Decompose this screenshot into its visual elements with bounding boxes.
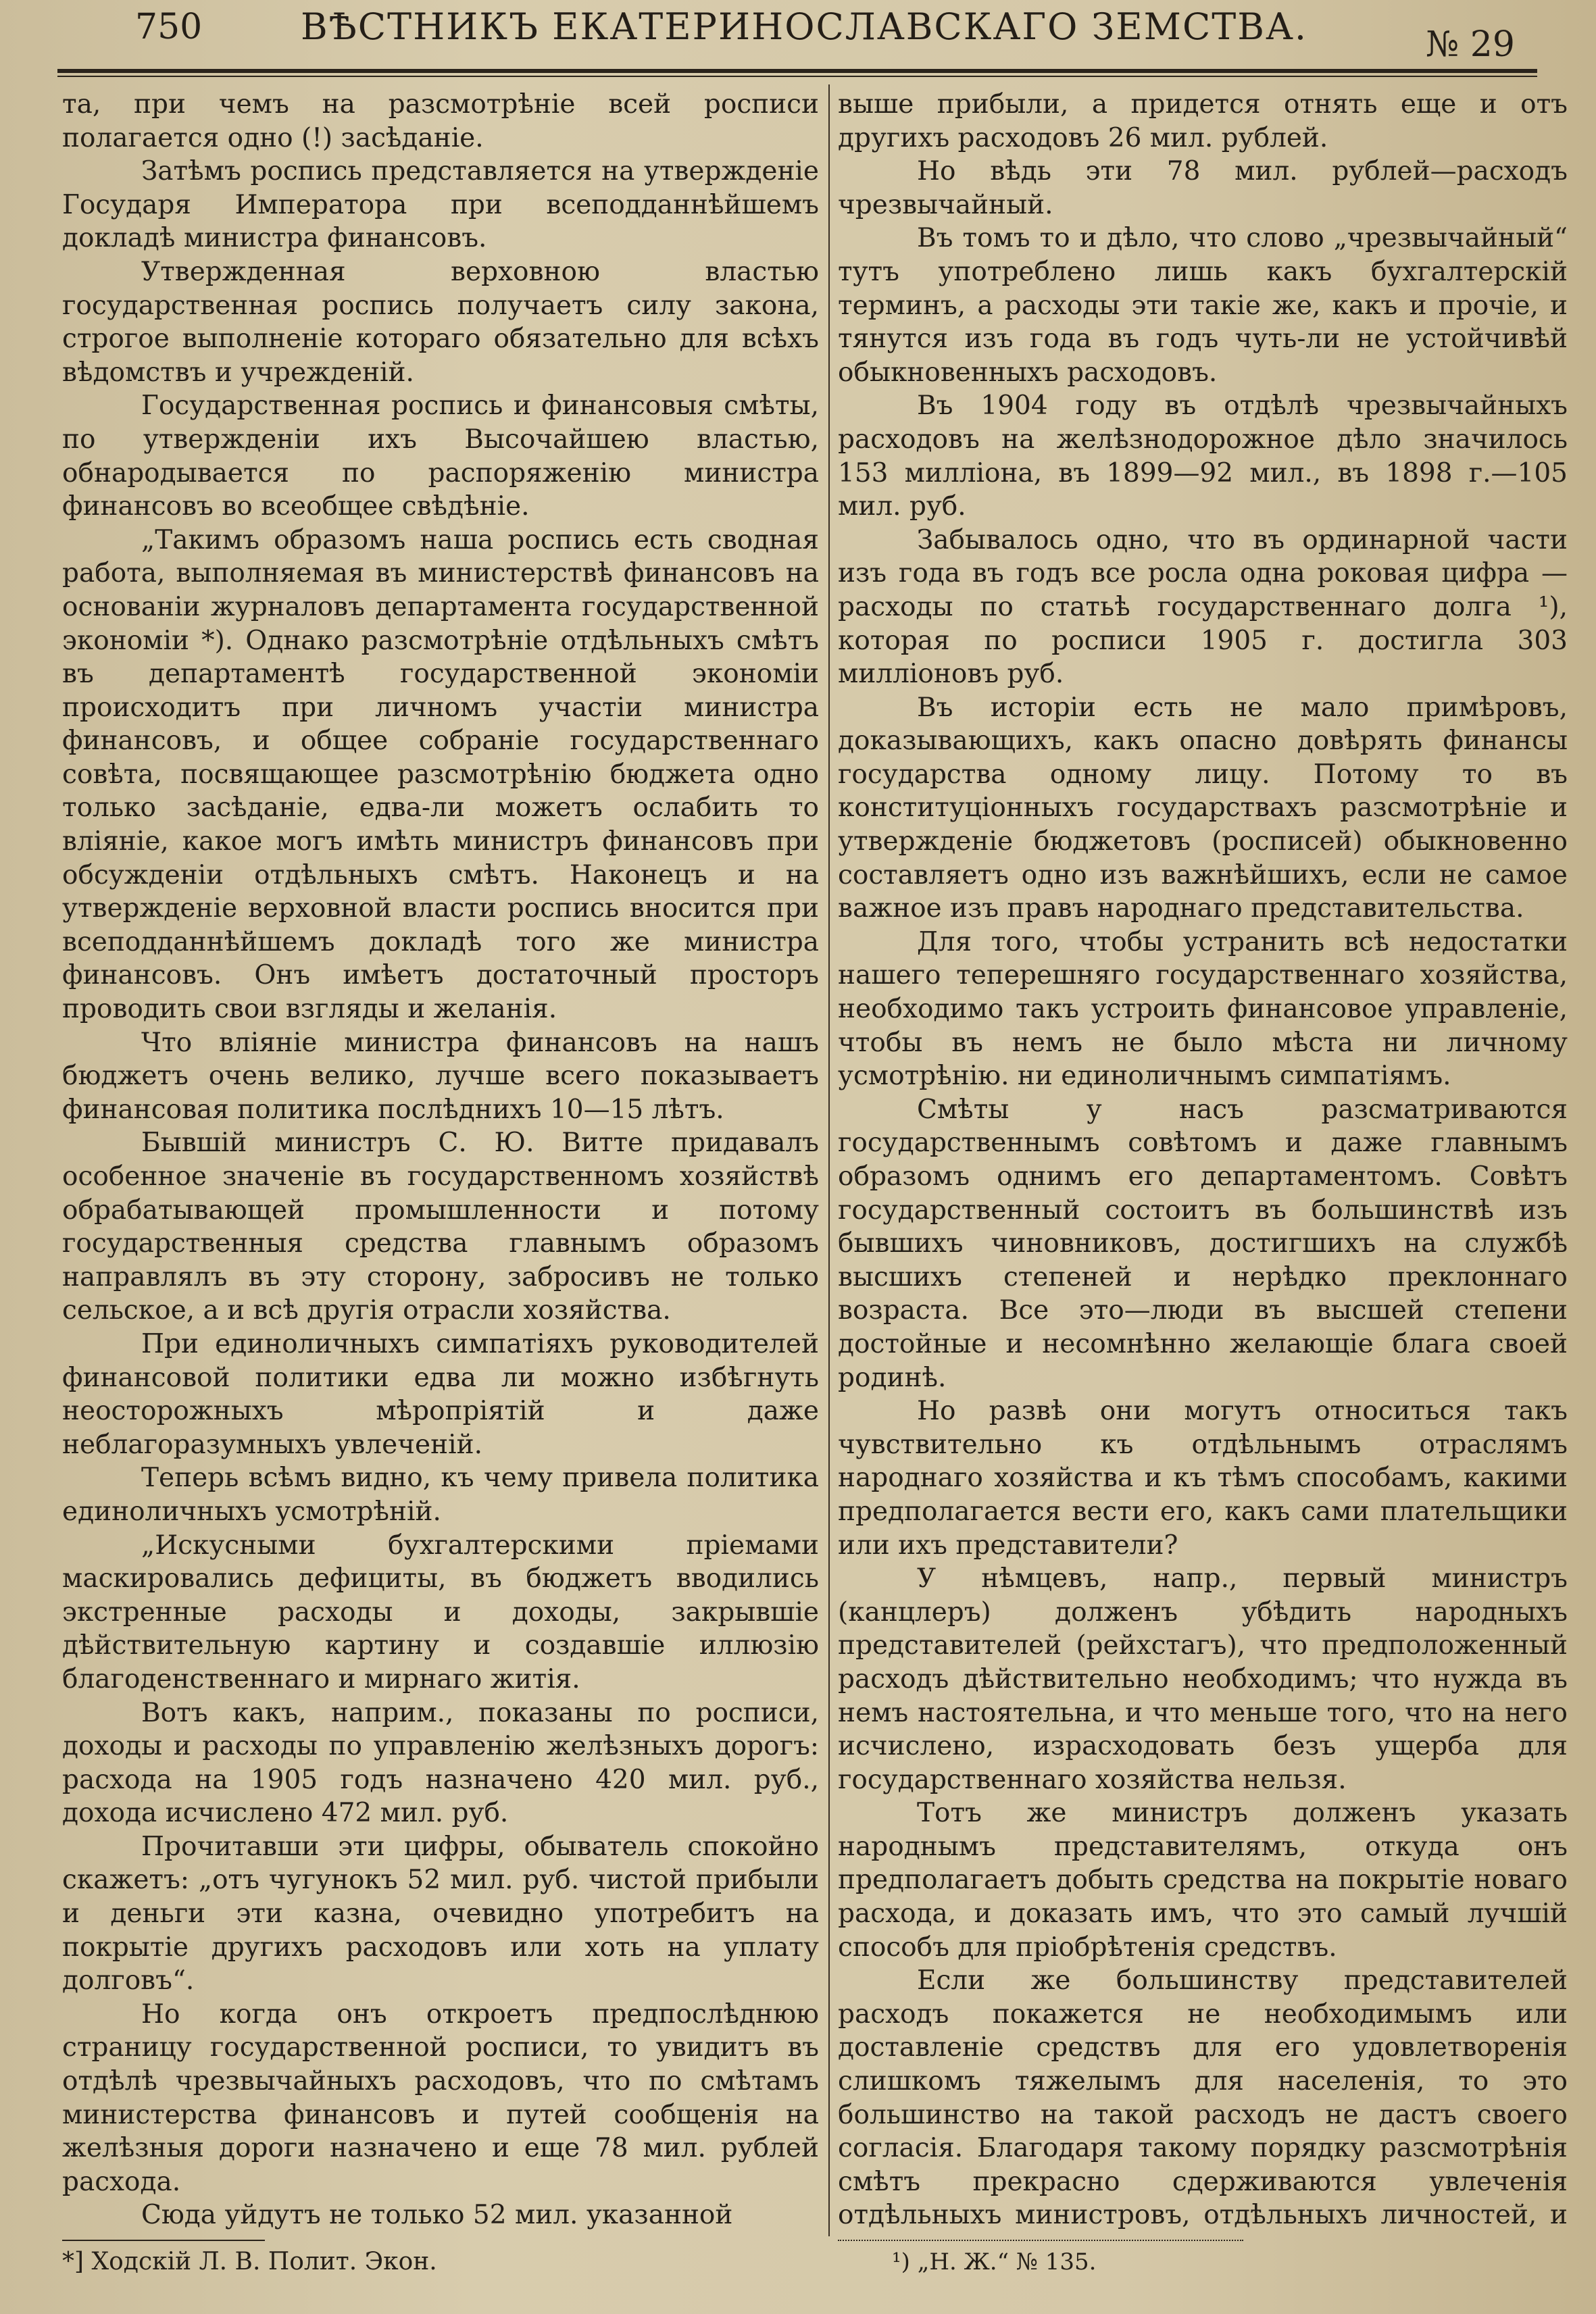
paragraph: выше прибыли, а придется отнять еще и отъ другихъ расходовъ 26 мил. рублей.	[838, 89, 1568, 153]
paragraph: Сюда уйдутъ не только 52 мил. указанной	[141, 2200, 733, 2231]
page-header	[61, 3, 1547, 65]
paragraph: Вотъ какъ, наприм., показаны по росписи, доходы и расходы по управленію желѣзныхъ дорогъ: расхода на 1905 годъ назначено 420 мил. руб., дохода исчислено 472 мил. руб.	[62, 1697, 819, 1829]
footnote-text: ¹) „Н. Ж.“ № 135.	[892, 2248, 1097, 2275]
paragraph: Прочитавши эти цифры, обыватель спокойно скажетъ: „отъ чугунокъ 52 мил. руб. чистой прибыли и деньги эти казна, очевидно употребитъ на покрытіе другихъ расходовъ или хоть на уплату долговъ“.	[62, 1831, 819, 1996]
footnote-left	[62, 2240, 819, 2278]
footnote-text: *] Ходскій Л. В. Полит. Экон.	[62, 2248, 437, 2275]
issue-number: № 29	[1426, 24, 1515, 65]
paragraph: Забывалось одно, что въ ординарной части изъ года въ годъ все росла одна роковая цифра —расходы по статьѣ государственнаго долга ¹), которая по росписи 1905 г. достигла 303 милліоновъ руб.	[838, 524, 1568, 690]
paragraph: Теперь всѣмъ видно, къ чему привела политика единоличныхъ усмотрѣній.	[62, 1463, 819, 1527]
paragraph: Государственная роспись и финансовыя смѣты, по утвержденіи ихъ Высочайшею властью, обнародывается по распоряженію министра финансовъ во всеобщее свѣдѣніе.	[62, 391, 819, 522]
paragraph: Но когда онъ откроетъ предпослѣднюю страницу государственной росписи, то увидитъ въ отдѣлѣ чрезвычайныхъ расходовъ, что по смѣтамъ министерства финансовъ и путей сообщенія на желѣзныя дороги назначено и еще 78 мил. рублей расхода.	[62, 1998, 819, 2197]
header-rule	[57, 69, 1537, 77]
paragraph: „Искусными бухгалтерскими пріемами маскировались дефициты, въ бюджетъ вводились экстренные расходы и доходы, закрывшіе дѣйствительную картину и создавшіе иллюзію благоденственнаго и мирнаго житія.	[62, 1530, 819, 1694]
column-divider	[828, 84, 830, 2236]
paragraph: Смѣты у насъ разсматриваются государственнымъ совѣтомъ и даже главнымъ образомъ однимъ его департаментомъ. Совѣтъ государственный состоитъ въ большинствѣ изъ бывшихъ чиновниковъ, достигшихъ на службѣ высшихъ степеней и нерѣдко преклоннаго возраста. Все это—люди въ высшей степени достойные и несомнѣнно желающіе блага своей родинѣ.	[838, 1094, 1568, 1393]
footnote-rule	[838, 2240, 1243, 2241]
paragraph: Для того, чтобы устранить всѣ недостатки нашего теперешняго государственнаго хозяйства, необходимо такъ устроить финансовое управленіе, чтобы въ немъ не было мѣста ни личному усмотрѣнію. ни единоличнымъ симпатіямъ.	[838, 926, 1568, 1092]
paragraph: Тотъ же министръ долженъ указать народнымъ представителямъ, откуда онъ предполагаетъ добыть средства на покрытіе новаго расхода, и доказать имъ, что это самый лучшій способъ для пріобрѣтенія средствъ.	[838, 1798, 1568, 1963]
paragraph: Что вліяніе министра финансовъ на нашъ бюджетъ очень велико, лучше всего показываетъ финансовая политика послѣднихъ 10—15 лѣтъ.	[62, 1027, 819, 1125]
footnote-right	[838, 2240, 1568, 2278]
paragraph: Но вѣдь эти 78 мил. рублей—расходъ чрезвычайный.	[838, 156, 1568, 220]
paragraph: Въ 1904 году въ отдѣлѣ чрезвычайныхъ расходовъ на желѣзнодорожное дѣло значилось 153 милліона, въ 1899—92 мил., въ 1898 г.—105 мил. руб.	[838, 391, 1568, 522]
left-column	[62, 88, 819, 2233]
paragraph: Въ исторіи есть не мало примѣровъ, доказывающихъ, какъ опасно довѣрять финансы государства одному лицу. Потому то въ конституціонныхъ государствахъ разсмотрѣніе и утвержденіе бюджетовъ (росписей) обыкновенно составляетъ одно изъ важнѣйшихъ, если не самое важное изъ правъ народнаго представительства.	[838, 692, 1568, 924]
journal-title: ВѢСТНИКЪ ЕКАТЕРИНОСЛАВСКАГО ЗЕМСТВА.	[300, 5, 1308, 48]
footnote-rule	[62, 2240, 265, 2241]
right-column	[838, 88, 1568, 2233]
paragraph: „Такимъ образомъ наша роспись есть сводная работа, выполняемая въ министерствѣ финансовъ на основаніи журналовъ департамента государственной экономіи *). Однако разсмотрѣніе отдѣльныхъ смѣтъ въ департаментѣ государственной экономіи происходитъ при личномъ участіи министра финансовъ, и общее собраніе государственнаго совѣта, посвящающее разсмотрѣнію бюджета одно только засѣданіе, едва-ли можетъ ослабить то вліяніе, какое могъ имѣть министръ финансовъ при обсужденіи отдѣльныхъ смѣтъ. Наконецъ и на утвержденіе верховной власти роспись вносится при всеподданнѣйшемъ докладѣ того же министра финансовъ. Онъ имѣетъ достаточный просторъ проводить свои взгляды и желанія.	[62, 524, 819, 1025]
paragraph: та, при чемъ на разсмотрѣніе всей росписи полагается одно (!) засѣданіе.	[62, 89, 819, 153]
paragraph: Затѣмъ роспись представляется на утвержденіе Государя Императора при всеподданнѣйшемъ докладѣ министра финансовъ.	[62, 156, 819, 254]
paragraph: Но развѣ они могутъ относиться такъ чувствительно къ отдѣльнымъ отраслямъ народнаго хозяйства и къ тѣмъ способамъ, какими предполагается вести его, какъ сами плательщики или ихъ представители?	[838, 1396, 1568, 1561]
paragraph: Утвержденная верховною властью государственная роспись получаетъ силу закона, строгое выполненіе котораго обязательно для всѣхъ вѣдомствъ и учрежденій.	[62, 256, 819, 388]
paragraph: При единоличныхъ симпатіяхъ руководителей финансовой политики едва ли можно избѣгнуть неосторожныхъ мѣропріятій и даже неблагоразумныхъ увлеченій.	[62, 1328, 819, 1460]
paragraph: Бывшій министръ С. Ю. Витте придавалъ особенное значеніе въ государственномъ хозяйствѣ обрабатывающей промышленности и потому государственныя средства главнымъ образомъ направлялъ въ эту сторону, забросивъ не только сельское, а и всѣ другія отрасли хозяйства.	[62, 1128, 819, 1326]
paragraph: Если же большинству представителей расходъ покажется не необходимымъ или доставленіе средствъ для его удовлетворенія слишкомъ тяжелымъ для населенія, то это большинство на такой расходъ не дастъ своего согласія. Благодаря такому порядку разсмотрѣнія смѣтъ прекрасно сдерживаются увлеченія отдѣльныхъ министровъ, отдѣльныхъ личностей, и	[838, 1965, 1568, 2231]
page-number: 750	[135, 7, 203, 47]
paragraph: У нѣмцевъ, напр., первый министръ (канцлеръ) долженъ убѣдить народныхъ представителей (рейхстагъ), что предположенный расходъ дѣйствительно необходимъ; что нужда въ немъ настоятельна, и что меньше того, что на него исчислено, израсходовать безъ ущерба для государственнаго хозяйства нельзя.	[838, 1563, 1568, 1795]
paragraph: Въ томъ то и дѣло, что слово „чрезвычайный“ тутъ употреблено лишь какъ бухгалтерскій терминъ, а расходы эти такіе же, какъ и прочіе, и тянутся изъ года въ годъ чуть-ли не устойчивѣй обыкновенныхъ расходовъ.	[838, 223, 1568, 388]
